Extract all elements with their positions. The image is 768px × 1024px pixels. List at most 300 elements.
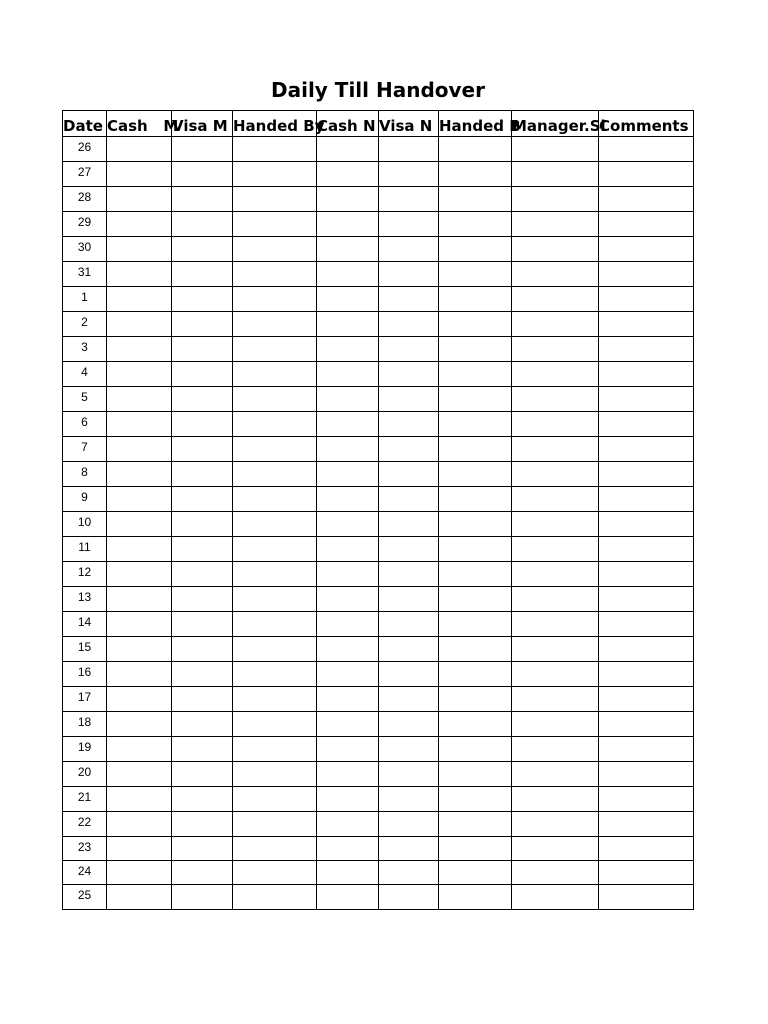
entry-cell[interactable]: [379, 487, 439, 512]
entry-cell[interactable]: [233, 137, 317, 162]
entry-cell[interactable]: [379, 562, 439, 587]
entry-cell[interactable]: [439, 837, 512, 861]
entry-cell[interactable]: [317, 762, 379, 787]
entry-cell[interactable]: [317, 137, 379, 162]
entry-cell[interactable]: [107, 712, 172, 737]
entry-cell[interactable]: [317, 712, 379, 737]
entry-cell[interactable]: [107, 562, 172, 587]
entry-cell[interactable]: [512, 412, 599, 437]
entry-cell[interactable]: [233, 762, 317, 787]
entry-cell[interactable]: [379, 861, 439, 885]
entry-cell[interactable]: [107, 737, 172, 762]
entry-cell[interactable]: [317, 462, 379, 487]
entry-cell[interactable]: [107, 637, 172, 662]
entry-cell[interactable]: [317, 487, 379, 512]
entry-cell[interactable]: [439, 885, 512, 910]
entry-cell[interactable]: [439, 562, 512, 587]
entry-cell[interactable]: [379, 387, 439, 412]
entry-cell[interactable]: [599, 687, 694, 712]
entry-cell[interactable]: [233, 737, 317, 762]
date-cell: 7: [63, 437, 107, 462]
entry-cell[interactable]: [599, 412, 694, 437]
entry-cell[interactable]: [233, 262, 317, 287]
entry-cell[interactable]: [172, 885, 233, 910]
entry-cell[interactable]: [172, 287, 233, 312]
entry-cell[interactable]: [379, 237, 439, 262]
entry-cell[interactable]: [172, 687, 233, 712]
entry-cell[interactable]: [512, 562, 599, 587]
entry-cell[interactable]: [512, 787, 599, 812]
entry-cell[interactable]: [599, 812, 694, 837]
entry-cell[interactable]: [233, 662, 317, 687]
entry-cell[interactable]: [379, 637, 439, 662]
entry-cell[interactable]: [512, 512, 599, 537]
entry-cell[interactable]: [599, 312, 694, 337]
table-row: [63, 662, 694, 687]
date-cell: 27: [63, 162, 107, 187]
entry-cell[interactable]: [233, 537, 317, 562]
entry-cell[interactable]: [317, 212, 379, 237]
table-row: [63, 885, 694, 910]
entry-cell[interactable]: [439, 737, 512, 762]
table-row: [63, 512, 694, 537]
entry-cell[interactable]: [379, 362, 439, 387]
entry-cell[interactable]: [317, 187, 379, 212]
entry-cell[interactable]: [317, 162, 379, 187]
entry-cell[interactable]: [512, 812, 599, 837]
entry-cell[interactable]: [379, 162, 439, 187]
entry-cell[interactable]: [172, 412, 233, 437]
table-row: [63, 637, 694, 662]
entry-cell[interactable]: [107, 837, 172, 861]
entry-cell[interactable]: [233, 237, 317, 262]
entry-cell[interactable]: [379, 212, 439, 237]
entry-cell[interactable]: [379, 537, 439, 562]
entry-cell[interactable]: [107, 387, 172, 412]
entry-cell[interactable]: [379, 262, 439, 287]
entry-cell[interactable]: [172, 462, 233, 487]
entry-cell[interactable]: [512, 212, 599, 237]
entry-cell[interactable]: [172, 837, 233, 861]
date-cell: 16: [63, 662, 107, 687]
entry-cell[interactable]: [233, 837, 317, 861]
entry-cell[interactable]: [599, 462, 694, 487]
entry-cell[interactable]: [512, 861, 599, 885]
entry-cell[interactable]: [439, 237, 512, 262]
entry-cell[interactable]: [233, 212, 317, 237]
column-header-handed-by: Handed By: [233, 111, 317, 137]
entry-cell[interactable]: [107, 212, 172, 237]
entry-cell[interactable]: [172, 737, 233, 762]
entry-cell[interactable]: [172, 512, 233, 537]
entry-cell[interactable]: [599, 537, 694, 562]
entry-cell[interactable]: [233, 787, 317, 812]
date-cell: 31: [63, 262, 107, 287]
entry-cell[interactable]: [599, 487, 694, 512]
entry-cell[interactable]: [599, 837, 694, 861]
entry-cell[interactable]: [599, 737, 694, 762]
entry-cell[interactable]: [379, 462, 439, 487]
entry-cell[interactable]: [172, 187, 233, 212]
entry-cell[interactable]: [512, 612, 599, 637]
entry-cell[interactable]: [599, 437, 694, 462]
entry-cell[interactable]: [439, 687, 512, 712]
date-cell: 9: [63, 487, 107, 512]
entry-cell[interactable]: [317, 562, 379, 587]
entry-cell[interactable]: [172, 861, 233, 885]
entry-cell[interactable]: [379, 337, 439, 362]
table-row: [63, 387, 694, 412]
entry-cell[interactable]: [439, 312, 512, 337]
date-cell: 4: [63, 362, 107, 387]
entry-cell[interactable]: [512, 662, 599, 687]
date-cell: 29: [63, 212, 107, 237]
column-header-visa-n: Visa N: [379, 111, 439, 137]
entry-cell[interactable]: [317, 387, 379, 412]
entry-cell[interactable]: [233, 587, 317, 612]
table-row: [63, 812, 694, 837]
table-row: [63, 861, 694, 885]
entry-cell[interactable]: [379, 787, 439, 812]
entry-cell[interactable]: [379, 187, 439, 212]
entry-cell[interactable]: [172, 337, 233, 362]
entry-cell[interactable]: [317, 662, 379, 687]
table-row: [63, 237, 694, 262]
date-cell: 15: [63, 637, 107, 662]
entry-cell[interactable]: [599, 861, 694, 885]
entry-cell[interactable]: [172, 137, 233, 162]
entry-cell[interactable]: [172, 387, 233, 412]
entry-cell[interactable]: [512, 137, 599, 162]
entry-cell[interactable]: [317, 412, 379, 437]
sheet-title: Daily Till Handover: [271, 78, 485, 102]
entry-cell[interactable]: [107, 412, 172, 437]
entry-cell[interactable]: [107, 861, 172, 885]
entry-cell[interactable]: [172, 437, 233, 462]
entry-cell[interactable]: [107, 162, 172, 187]
entry-cell[interactable]: [317, 861, 379, 885]
table-row: [63, 762, 694, 787]
entry-cell[interactable]: [599, 762, 694, 787]
entry-cell[interactable]: [512, 187, 599, 212]
entry-cell[interactable]: [599, 562, 694, 587]
entry-cell[interactable]: [233, 287, 317, 312]
entry-cell[interactable]: [379, 137, 439, 162]
entry-cell[interactable]: [439, 762, 512, 787]
entry-cell[interactable]: [599, 262, 694, 287]
entry-cell[interactable]: [107, 885, 172, 910]
entry-cell[interactable]: [512, 437, 599, 462]
entry-cell[interactable]: [512, 337, 599, 362]
entry-cell[interactable]: [233, 487, 317, 512]
entry-cell[interactable]: [172, 637, 233, 662]
entry-cell[interactable]: [512, 487, 599, 512]
entry-cell[interactable]: [172, 237, 233, 262]
entry-cell[interactable]: [107, 612, 172, 637]
entry-cell[interactable]: [439, 287, 512, 312]
entry-cell[interactable]: [512, 537, 599, 562]
entry-cell[interactable]: [107, 812, 172, 837]
entry-cell[interactable]: [512, 737, 599, 762]
entry-cell[interactable]: [599, 162, 694, 187]
table-row: [63, 537, 694, 562]
entry-cell[interactable]: [379, 762, 439, 787]
entry-cell[interactable]: [379, 812, 439, 837]
entry-cell[interactable]: [233, 812, 317, 837]
entry-cell[interactable]: [512, 587, 599, 612]
entry-cell[interactable]: [439, 612, 512, 637]
entry-cell[interactable]: [233, 885, 317, 910]
entry-cell[interactable]: [107, 137, 172, 162]
entry-cell[interactable]: [172, 762, 233, 787]
entry-cell[interactable]: [317, 837, 379, 861]
entry-cell[interactable]: [317, 587, 379, 612]
date-cell: 24: [63, 861, 107, 885]
entry-cell[interactable]: [599, 137, 694, 162]
entry-cell[interactable]: [512, 837, 599, 861]
table-row: [63, 312, 694, 337]
entry-cell[interactable]: [172, 162, 233, 187]
entry-cell[interactable]: [172, 662, 233, 687]
entry-cell[interactable]: [233, 612, 317, 637]
entry-cell[interactable]: [599, 187, 694, 212]
entry-cell[interactable]: [233, 312, 317, 337]
entry-cell[interactable]: [317, 337, 379, 362]
entry-cell[interactable]: [317, 437, 379, 462]
entry-cell[interactable]: [379, 662, 439, 687]
entry-cell[interactable]: [439, 387, 512, 412]
entry-cell[interactable]: [317, 787, 379, 812]
entry-cell[interactable]: [379, 437, 439, 462]
entry-cell[interactable]: [439, 362, 512, 387]
entry-cell[interactable]: [512, 262, 599, 287]
table-row: [63, 337, 694, 362]
entry-cell[interactable]: [512, 762, 599, 787]
entry-cell[interactable]: [107, 512, 172, 537]
date-cell: 25: [63, 885, 107, 910]
entry-cell[interactable]: [439, 512, 512, 537]
entry-cell[interactable]: [379, 737, 439, 762]
table-row: [63, 712, 694, 737]
entry-cell[interactable]: [233, 637, 317, 662]
entry-cell[interactable]: [599, 612, 694, 637]
entry-cell[interactable]: [512, 712, 599, 737]
entry-cell[interactable]: [512, 387, 599, 412]
entry-cell[interactable]: [599, 885, 694, 910]
entry-cell[interactable]: [233, 412, 317, 437]
date-cell: 22: [63, 812, 107, 837]
date-cell: 11: [63, 537, 107, 562]
entry-cell[interactable]: [172, 537, 233, 562]
entry-cell[interactable]: [233, 562, 317, 587]
entry-cell[interactable]: [317, 612, 379, 637]
entry-cell[interactable]: [599, 512, 694, 537]
entry-cell[interactable]: [512, 637, 599, 662]
entry-cell[interactable]: [512, 162, 599, 187]
entry-cell[interactable]: [107, 487, 172, 512]
entry-cell[interactable]: [107, 362, 172, 387]
entry-cell[interactable]: [439, 537, 512, 562]
entry-cell[interactable]: [172, 262, 233, 287]
entry-cell[interactable]: [107, 287, 172, 312]
entry-cell[interactable]: [233, 712, 317, 737]
entry-cell[interactable]: [317, 312, 379, 337]
table-row: [63, 737, 694, 762]
entry-cell[interactable]: [599, 637, 694, 662]
table-row: [63, 687, 694, 712]
column-header-comments: Comments: [599, 111, 694, 137]
entry-cell[interactable]: [233, 861, 317, 885]
date-cell: 14: [63, 612, 107, 637]
entry-cell[interactable]: [172, 362, 233, 387]
table-row: [63, 212, 694, 237]
entry-cell[interactable]: [107, 462, 172, 487]
entry-cell[interactable]: [317, 885, 379, 910]
entry-cell[interactable]: [233, 687, 317, 712]
till-handover-table: [62, 110, 694, 910]
entry-cell[interactable]: [379, 287, 439, 312]
table-row: [63, 462, 694, 487]
entry-cell[interactable]: [439, 861, 512, 885]
entry-cell[interactable]: [317, 262, 379, 287]
column-header-cash-n: Cash N: [317, 111, 379, 137]
entry-cell[interactable]: [107, 687, 172, 712]
entry-cell[interactable]: [172, 787, 233, 812]
entry-cell[interactable]: [379, 312, 439, 337]
entry-cell[interactable]: [439, 412, 512, 437]
entry-cell[interactable]: [172, 562, 233, 587]
entry-cell[interactable]: [107, 237, 172, 262]
entry-cell[interactable]: [439, 187, 512, 212]
entry-cell[interactable]: [439, 162, 512, 187]
date-cell: 10: [63, 512, 107, 537]
entry-cell[interactable]: [317, 362, 379, 387]
entry-cell[interactable]: [439, 437, 512, 462]
date-cell: 30: [63, 237, 107, 262]
entry-cell[interactable]: [317, 512, 379, 537]
entry-cell[interactable]: [107, 187, 172, 212]
entry-cell[interactable]: [439, 662, 512, 687]
column-header-visa-m: Visa M: [172, 111, 233, 137]
entry-cell[interactable]: [512, 462, 599, 487]
entry-cell[interactable]: [439, 787, 512, 812]
date-cell: 18: [63, 712, 107, 737]
entry-cell[interactable]: [317, 637, 379, 662]
entry-cell[interactable]: [379, 885, 439, 910]
table-row: [63, 137, 694, 162]
entry-cell[interactable]: [107, 437, 172, 462]
entry-cell[interactable]: [599, 362, 694, 387]
table-row: [63, 362, 694, 387]
entry-cell[interactable]: [512, 362, 599, 387]
entry-cell[interactable]: [233, 437, 317, 462]
entry-cell[interactable]: [512, 312, 599, 337]
entry-cell[interactable]: [512, 687, 599, 712]
entry-cell[interactable]: [317, 537, 379, 562]
entry-cell[interactable]: [439, 587, 512, 612]
entry-cell[interactable]: [439, 487, 512, 512]
date-cell: 21: [63, 787, 107, 812]
entry-cell[interactable]: [107, 537, 172, 562]
entry-cell[interactable]: [172, 712, 233, 737]
entry-cell[interactable]: [317, 812, 379, 837]
entry-cell[interactable]: [317, 287, 379, 312]
entry-cell[interactable]: [107, 312, 172, 337]
entry-cell[interactable]: [172, 487, 233, 512]
entry-cell[interactable]: [379, 587, 439, 612]
entry-cell[interactable]: [439, 712, 512, 737]
entry-cell[interactable]: [512, 885, 599, 910]
entry-cell[interactable]: [439, 337, 512, 362]
entry-cell[interactable]: [379, 837, 439, 861]
entry-cell[interactable]: [107, 587, 172, 612]
entry-cell[interactable]: [107, 762, 172, 787]
entry-cell[interactable]: [599, 237, 694, 262]
entry-cell[interactable]: [317, 237, 379, 262]
entry-cell[interactable]: [439, 262, 512, 287]
entry-cell[interactable]: [379, 412, 439, 437]
entry-cell[interactable]: [439, 462, 512, 487]
entry-cell[interactable]: [107, 337, 172, 362]
entry-cell[interactable]: [439, 637, 512, 662]
entry-cell[interactable]: [439, 137, 512, 162]
date-cell: 1: [63, 287, 107, 312]
entry-cell[interactable]: [379, 712, 439, 737]
entry-cell[interactable]: [599, 212, 694, 237]
entry-cell[interactable]: [599, 787, 694, 812]
entry-cell[interactable]: [379, 612, 439, 637]
entry-cell[interactable]: [512, 237, 599, 262]
entry-cell[interactable]: [599, 712, 694, 737]
table-row: [63, 287, 694, 312]
entry-cell[interactable]: [233, 337, 317, 362]
entry-cell[interactable]: [233, 387, 317, 412]
entry-cell[interactable]: [172, 812, 233, 837]
entry-cell[interactable]: [439, 812, 512, 837]
column-header-date: Date: [63, 111, 107, 137]
entry-cell[interactable]: [599, 662, 694, 687]
entry-cell[interactable]: [107, 787, 172, 812]
entry-cell[interactable]: [379, 512, 439, 537]
table-row: [63, 587, 694, 612]
entry-cell[interactable]: [379, 687, 439, 712]
entry-cell[interactable]: [599, 337, 694, 362]
entry-cell[interactable]: [599, 387, 694, 412]
entry-cell[interactable]: [172, 612, 233, 637]
entry-cell[interactable]: [107, 662, 172, 687]
entry-cell[interactable]: [317, 737, 379, 762]
date-cell: 5: [63, 387, 107, 412]
entry-cell[interactable]: [233, 187, 317, 212]
entry-cell[interactable]: [233, 162, 317, 187]
entry-cell[interactable]: [599, 587, 694, 612]
entry-cell[interactable]: [233, 462, 317, 487]
date-cell: 3: [63, 337, 107, 362]
entry-cell[interactable]: [107, 262, 172, 287]
entry-cell[interactable]: [172, 212, 233, 237]
entry-cell[interactable]: [233, 512, 317, 537]
entry-cell[interactable]: [512, 287, 599, 312]
table-row: [63, 612, 694, 637]
entry-cell[interactable]: [172, 587, 233, 612]
entry-cell[interactable]: [233, 362, 317, 387]
table-row: [63, 837, 694, 861]
entry-cell[interactable]: [172, 312, 233, 337]
column-header-cash-m: Cash M: [107, 111, 172, 137]
entry-cell[interactable]: [317, 687, 379, 712]
entry-cell[interactable]: [599, 287, 694, 312]
entry-cell[interactable]: [439, 212, 512, 237]
